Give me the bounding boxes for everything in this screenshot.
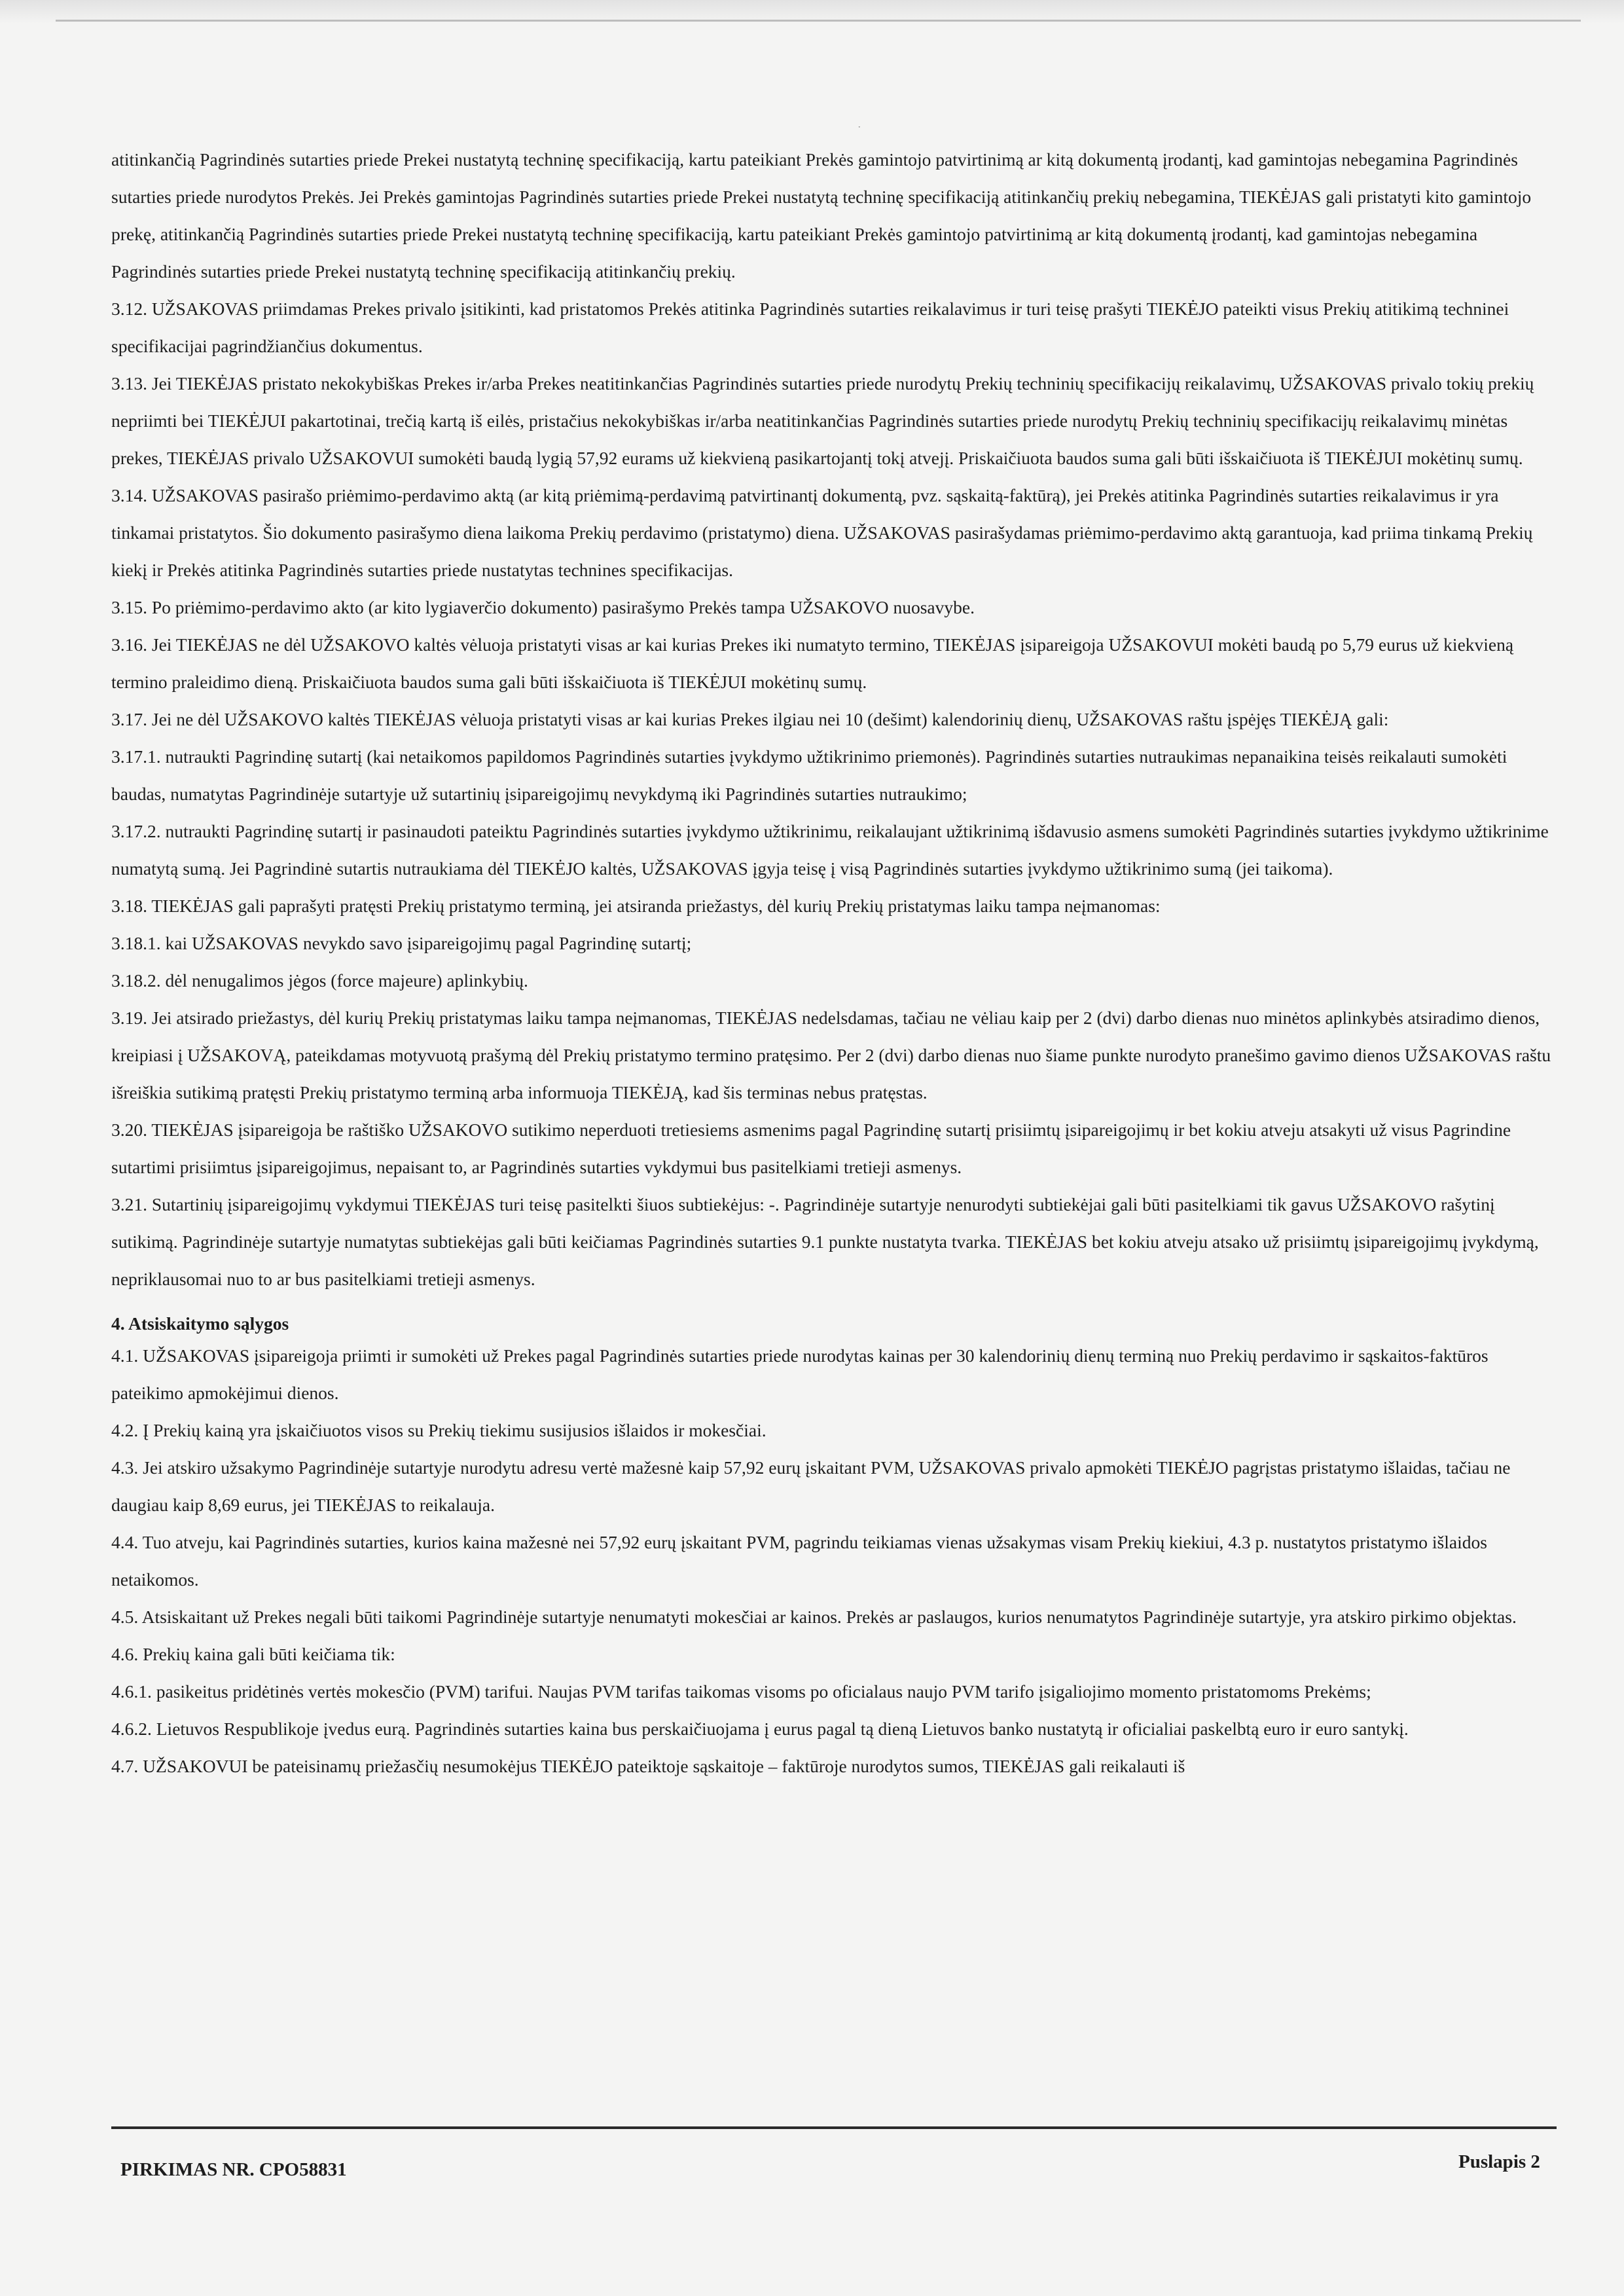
- paragraph-4-7: 4.7. UŽSAKOVUI be pateisinamų priežasčių nesumokėjus TIEKĖJO pateiktoje sąskaitoje – faktūroje nurodytos sumos, TIEKĖJAS gali reikalauti iš: [111, 1756, 1185, 1776]
- paragraph-4-2: 4.2. Į Prekių kainą yra įskaičiuotos visos su Prekių tiekimu susijusios išlaidos ir mokesčiai.: [111, 1420, 767, 1440]
- paragraph-3-17-1: 3.17.1. nutraukti Pagrindinę sutartį (kai netaikomos papildomos Pagrindinės sutarties įvykdymo užtikrinimo priemonės). Pagrindinės sutarties nutraukimas nepanaikina teisės reikalauti sumokėti baudas, numatytas Pagrindinėje sutartyje už sutartinių įsipareigojimų nevykdymą iki Pagrindinės sutarties nutraukimo;: [111, 746, 1507, 804]
- paragraph-3-21: 3.21. Sutartinių įsipareigojimų vykdymui TIEKĖJAS turi teisę pasitelkti šiuos subtiekėjus: -. Pagrindinėje sutartyje nenurodyti subtiekėjai gali būti pasitelkiami tik gavus UŽSAKOVO rašytinį sutikimą. Pagrindinėje sutartyje numatytas subtiekėjas gali būti keičiamas Pagrindinės sutarties 9.1 punkte nustatyta tvarka. TIEKĖJAS bet kokiu atveju atsako už prisiimtų įsipareigojimų įvykdymą, nepriklausomai nuo to ar bus pasitelkiami tretieji asmenys.: [111, 1194, 1539, 1289]
- paragraph-3-12: 3.12. UŽSAKOVAS priimdamas Prekes privalo įsitikinti, kad pristatomos Prekės atitinka Pagrindinės sutarties reikalavimus ir turi teisę prašyti TIEKĖJO pateikti visus Prekių atitikimą techninei specifikacijai pagrindžiančius dokumentus.: [111, 299, 1509, 356]
- section-4-heading: 4. Atsiskaitymo sąlygos: [111, 1313, 289, 1334]
- paragraph-4-6: 4.6. Prekių kaina gali būti keičiama tik:: [111, 1644, 395, 1664]
- paragraph-4-6-1: 4.6.1. pasikeitus pridėtinės vertės mokesčio (PVM) tarifui. Naujas PVM tarifas taikomas visoms po oficialaus naujo PVM tarifo įsigaliojimo momento pristatomoms Prekėms;: [111, 1681, 1371, 1702]
- footer-page-number: Puslapis 2: [1458, 2151, 1540, 2172]
- paragraph-3-18-1: 3.18.1. kai UŽSAKOVAS nevykdo savo įsipareigojimų pagal Pagrindinę sutartį;: [111, 933, 692, 953]
- paragraph-3-17-2: 3.17.2. nutraukti Pagrindinę sutartį ir pasinaudoti pateiktu Pagrindinės sutarties įvykdymo užtikrinimu, reikalaujant užtikrinimą išdavusio asmens sumokėti Pagrindinės sutarties įvykdymo užtikrinime numatytą sumą. Jei Pagrindinė sutartis nutraukiama dėl TIEKĖJO kaltės, UŽSAKOVAS įgyja teisę į visą Pagrindinės sutarties įvykdymo užtikrinimo sumą (jei taikoma).: [111, 821, 1549, 879]
- paragraph-4-5: 4.5. Atsiskaitant už Prekes negali būti taikomi Pagrindinėje sutartyje nenumatyti mokesčiai ar kainos. Prekės ar paslaugos, kurios nenumatytos Pagrindinėje sutartyje, yra atskiro pirkimo objektas.: [111, 1607, 1517, 1627]
- paragraph-3-15: 3.15. Po priėmimo-perdavimo akto (ar kito lygiaverčio dokumento) pasirašymo Prekės tampa UŽSAKOVO nuosavybe.: [111, 597, 975, 617]
- footer-rule: [111, 2126, 1557, 2129]
- paragraph-4-6-2: 4.6.2. Lietuvos Respublikoje įvedus eurą. Pagrindinės sutarties kaina bus perskaičiuojama į eurus pagal tą dieną Lietuvos banko nustatytą ir oficialiai paskelbtą euro ir euro santykį.: [111, 1719, 1409, 1739]
- paragraph-3-11-cont: atitinkančią Pagrindinės sutarties priede Prekei nustatytą techninę specifikaciją, kartu pateikiant Prekės gamintojo patvirtinimą ar kitą dokumentą įrodantį, kad gamintojas nebegamina Pagrindinės sutarties priede nurodytos Prekės. Jei Prekės gamintojas Pagrindinės sutarties priede Prekei nustatytą techninę specifikaciją atitinkančių prekių nebegamina, TIEKĖJAS gali pristatyti kito gamintojo prekę, atitinkančią Pagrindinės sutarties priede Prekei nustatytą techninę specifikaciją, kartu pateikiant Prekės gamintojo patvirtinimą ar kitą dokumentą įrodantį, kad gamintojas nebegamina Pagrindinės sutarties priede Prekei nustatytą techninę specifikaciją atitinkančių prekių.: [111, 149, 1532, 282]
- paragraph-3-14: 3.14. UŽSAKOVAS pasirašo priėmimo-perdavimo aktą (ar kitą priėmimą-perdavimą patvirtinantį dokumentą, pvz. sąskaitą-faktūrą), jei Prekės atitinka Pagrindinės sutarties reikalavimus ir yra tinkamai pristatytos. Šio dokumento pasirašymo diena laikoma Prekių perdavimo (pristatymo) diena. UŽSAKOVAS pasirašydamas priėmimo-perdavimo aktą garantuoja, kad priima tinkamą Prekių kiekį ir Prekės atitinka Pagrindinės sutarties priede nustatytas technines specifikacijas.: [111, 485, 1533, 580]
- scan-speck: ˑ: [857, 121, 861, 136]
- paragraph-3-16: 3.16. Jei TIEKĖJAS ne dėl UŽSAKOVO kaltės vėluoja pristatyti visas ar kai kurias Prekes iki numatyto termino, TIEKĖJAS įsipareigoja UŽSAKOVUI mokėti baudą po 5,79 eurus už kiekvieną termino praleidimo dieną. Priskaičiuota baudos suma gali būti išskaičiuota iš TIEKĖJUI mokėtinų sumų.: [111, 634, 1514, 692]
- paragraph-4-4: 4.4. Tuo atveju, kai Pagrindinės sutarties, kurios kaina mažesnė nei 57,92 eurų įskaitant PVM, pagrindu teikiamas vienas užsakymas visam Prekių kiekiui, 4.3 p. nustatytos pristatymo išlaidos netaikomos.: [111, 1532, 1487, 1590]
- scan-top-line: [56, 20, 1581, 22]
- paragraph-3-18-2: 3.18.2. dėl nenugalimos jėgos (force majeure) aplinkybių.: [111, 970, 528, 991]
- paragraph-3-17: 3.17. Jei ne dėl UŽSAKOVO kaltės TIEKĖJAS vėluoja pristatyti visas ar kai kurias Prekes ilgiau nei 10 (dešimt) kalendorinių dienų, UŽSAKOVAS raštu įspėjęs TIEKĖJĄ gali:: [111, 709, 1389, 729]
- footer-procurement-number: PIRKIMAS NR. CPO58831: [120, 2159, 347, 2180]
- paragraph-3-18: 3.18. TIEKĖJAS gali paprašyti pratęsti Prekių pristatymo terminą, jei atsiranda priežastys, dėl kurių Prekių pristatymas laiku tampa neįmanomas:: [111, 896, 1161, 916]
- paragraph-3-19: 3.19. Jei atsirado priežastys, dėl kurių Prekių pristatymas laiku tampa neįmanomas, TIEKĖJAS nedelsdamas, tačiau ne vėliau kaip per 2 (dvi) darbo dienas nuo minėtos aplinkybės atsiradimo dienos, kreipiasi į UŽSAKOVĄ, pateikdamas motyvuotą prašymą dėl Prekių pristatymo termino pratęsimo. Per 2 (dvi) darbo dienas nuo šiame punkte nurodyto pranešimo gavimo dienos UŽSAKOVAS raštu išreiškia sutikimą pratęsti Prekių pristatymo terminą arba informuoja TIEKĖJĄ, kad šis terminas nebus pratęstas.: [111, 1008, 1551, 1102]
- paragraph-3-13: 3.13. Jei TIEKĖJAS pristato nekokybiškas Prekes ir/arba Prekes neatitinkančias Pagrindinės sutarties priede nurodytų Prekių techninių specifikacijų reikalavimų, UŽSAKOVAS privalo tokių prekių nepriimti bei TIEKĖJUI pakartotinai, trečią kartą iš eilės, pristačius nekokybiškas ir/arba neatitinkančias Pagrindinės sutarties priede nurodytų Prekių techninių specifikacijų reikalavimų minėtas prekes, TIEKĖJAS privalo UŽSAKOVUI sumokėti baudą lygią 57,92 eurams už kiekvieną pasikartojantį tokį atvejį. Priskaičiuota baudos suma gali būti išskaičiuota iš TIEKĖJUI mokėtinų sumų.: [111, 373, 1534, 468]
- paragraph-3-20: 3.20. TIEKĖJAS įsipareigoja be raštiško UŽSAKOVO sutikimo neperduoti tretiesiems asmenims pagal Pagrindinę sutartį prisiimtų įsipareigojimų ir bet kokiu atveju atsakyti už visus Pagrindine sutartimi prisiimtus įsipareigojimus, nepaisant to, ar Pagrindinės sutarties vykdymui bus pasitelkiami tretieji asmenys.: [111, 1120, 1511, 1177]
- paragraph-4-1: 4.1. UŽSAKOVAS įsipareigoja priimti ir sumokėti už Prekes pagal Pagrindinės sutarties priede nurodytas kainas per 30 kalendorinių dienų terminą nuo Prekių perdavimo ir sąskaitos-faktūros pateikimo apmokėjimui dienos.: [111, 1345, 1489, 1403]
- document-body: [111, 141, 1551, 1785]
- paragraph-4-3: 4.3. Jei atskiro užsakymo Pagrindinėje sutartyje nurodytu adresu vertė mažesnė kaip 57,92 eurų įskaitant PVM, UŽSAKOVAS privalo apmokėti TIEKĖJO pagrįstas pristatymo išlaidas, tačiau ne daugiau kaip 8,69 eurus, jei TIEKĖJAS to reikalauja.: [111, 1457, 1511, 1515]
